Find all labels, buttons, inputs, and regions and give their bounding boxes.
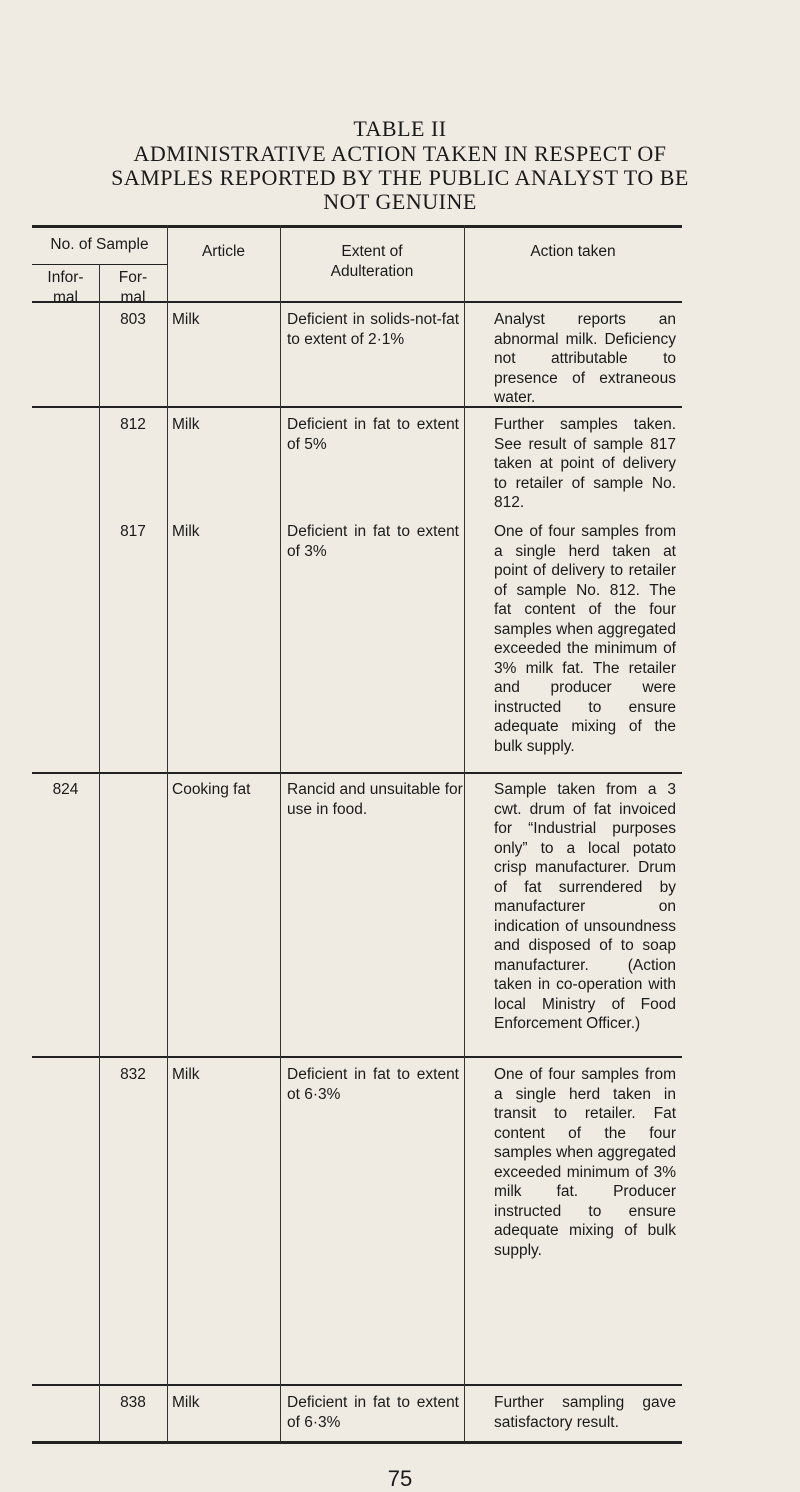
rule-row-4 — [32, 1384, 682, 1386]
row-5-article: Milk — [172, 1066, 200, 1083]
row-4-extent: Rancid and unsuitable for use in food. — [287, 781, 463, 818]
row-5-formal: 832 — [120, 1066, 146, 1083]
row-2-action: Further samples taken. See result of sample 817 taken at point of delivery to retailer of sample No. 812. — [494, 416, 676, 511]
samples-table — [32, 225, 682, 1470]
row-6-article: Milk — [172, 1394, 200, 1411]
row-2-formal: 812 — [120, 416, 146, 433]
row-6-extent: Deficient in fat to extent of 6·3% — [287, 1394, 459, 1431]
col-divider-4 — [464, 225, 465, 1441]
row-1-article: Milk — [172, 311, 200, 328]
row-1-formal: 803 — [120, 311, 146, 328]
header-formal: For- mal — [118, 269, 148, 306]
header-action: Action taken — [530, 243, 616, 260]
row-3-extent: Deficient in fat to extent of 3% — [287, 523, 459, 560]
header-informal: Infor- mal — [47, 269, 84, 306]
row-1-action: Analyst reports an abnormal milk. Deficiency not attributable to presence of extraneous water. — [494, 311, 676, 406]
row-3-formal: 817 — [120, 523, 146, 540]
header-no-of-sample: No. of Sample — [50, 236, 149, 253]
row-5-extent: Deficient in fat to extent ot 6·3% — [287, 1066, 459, 1103]
col-divider-3 — [280, 225, 281, 1441]
header-article: Article — [201, 243, 246, 260]
header-extent: Extent of Adulteration — [330, 243, 414, 280]
row-1-extent: Deficient in solids-not-fat to extent of 2·1% — [287, 311, 459, 348]
row-4-article: Cooking fat — [172, 781, 251, 798]
row-3-action: One of four samples from a single herd taken at point of delivery to retailer of sample No. 812. The fat content of the four samples when aggregated exceeded the minimum of 3% milk fat. The retailer and producer were instructed to ensure adequate mixing of the bulk supply. — [494, 523, 676, 755]
col-divider-2 — [167, 225, 168, 1441]
row-4-informal: 824 — [52, 781, 79, 798]
rule-row-3 — [32, 1056, 682, 1058]
table-title: TABLE II — [353, 116, 447, 141]
row-6-formal: 838 — [120, 1394, 146, 1411]
heading-line-1: ADMINISTRATIVE ACTION TAKEN IN RESPECT OF — [133, 141, 667, 166]
table-heading — [40, 142, 760, 214]
row-4-action: Sample taken from a 3 cwt. drum of fat invoiced for “Industrial purposes only” to a local potato crisp manufacturer. Drum of fat surrendered by manufacturer on indication of unsoundness and disposed of to soap manufacturer. (Action taken in co-operation with local Ministry of Food Enforcement Officer.) — [494, 781, 676, 1032]
row-5-action: One of four samples from a single herd taken in transit to retailer. Fat content of the four samples when aggregated exceeded minimum of 3% milk fat. Producer instructed to ensure adequate mixing of bulk supply. — [494, 1066, 676, 1259]
heading-line-3: NOT GENUINE — [323, 189, 477, 214]
rule-top — [32, 225, 682, 228]
page-number: 75 — [387, 1466, 413, 1491]
heading-line-2: SAMPLES REPORTED BY THE PUBLIC ANALYST TO BE — [111, 165, 689, 190]
rule-row-2 — [32, 772, 682, 774]
row-2-extent: Deficient in fat to extent of 5% — [287, 416, 459, 453]
row-2-article: Milk — [172, 416, 200, 433]
col-divider-1 — [99, 264, 100, 1441]
row-6-action: Further sampling gave satisfactory result. — [494, 1394, 676, 1431]
row-3-article: Milk — [172, 523, 200, 540]
rule-bottom — [32, 1441, 682, 1444]
